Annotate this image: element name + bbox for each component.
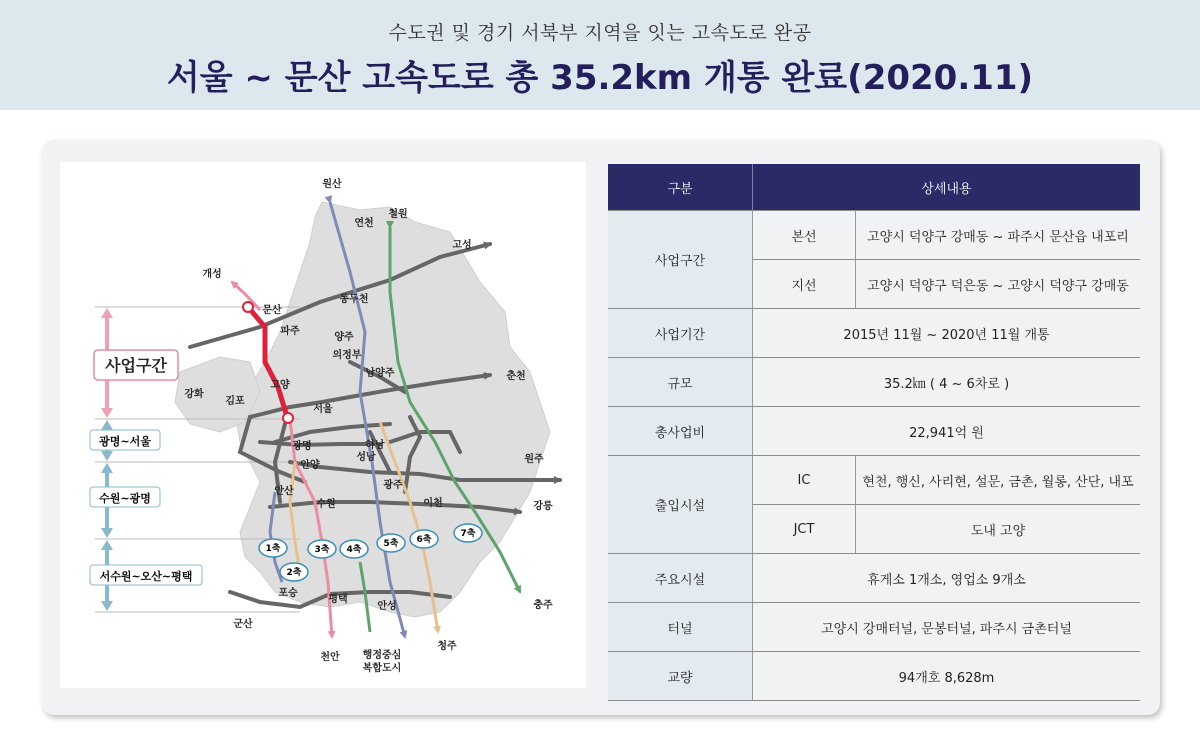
table-row	[608, 407, 1140, 456]
city-gaeseong: 개성	[202, 269, 222, 280]
city-cheongju: 청주	[437, 641, 457, 652]
table-row	[608, 211, 1140, 260]
row-sublabel-ic: IC	[753, 456, 856, 505]
row-label-cost: 총사업비	[608, 407, 753, 456]
goyang-endpoint	[283, 413, 293, 423]
city-gunsan: 군산	[233, 619, 253, 630]
row-value-tunnel: 고양시 강매터널, 문봉터널, 파주시 금촌터널	[753, 603, 1141, 652]
city-ganghwa: 강화	[184, 389, 204, 400]
axis-label-3: 3축	[314, 545, 330, 555]
city-uijeongbu: 의정부	[332, 350, 362, 361]
axis-label-6: 6축	[416, 535, 432, 545]
row-sublabel-main: 본선	[753, 211, 856, 260]
row-label-facilities: 주요시설	[608, 554, 753, 603]
legend-project-section: 사업구간	[105, 356, 167, 375]
row-value-scale: 35.2㎞ ( 4 ~ 6차로 )	[753, 358, 1141, 407]
city-goyang: 고양	[270, 380, 290, 391]
city-dongducheon: 동두천	[339, 294, 369, 305]
axis-label-5: 5축	[383, 539, 399, 549]
row-value-ic: 현천, 행신, 사리현, 설문, 금촌, 월롱, 산단, 내포	[856, 456, 1141, 505]
city-yangju: 양주	[334, 332, 354, 343]
row-value-bridge: 94개호 8,628m	[753, 652, 1141, 701]
city-hanam: 하남	[365, 440, 385, 451]
row-value-main: 고양시 덕양구 강매동 ~ 파주시 문산읍 내포리	[856, 211, 1141, 260]
city-gwangju: 광주	[383, 480, 403, 491]
row-sublabel-jct: JCT	[753, 505, 856, 554]
map-svg	[60, 162, 586, 688]
city-gimpo: 김포	[225, 396, 245, 407]
row-value-facilities: 휴게소 1개소, 영업소 9개소	[753, 554, 1141, 603]
city-wonsan: 원산	[322, 179, 342, 190]
row-value-period: 2015년 11월 ~ 2020년 11월 개통	[753, 309, 1141, 358]
city-gangneung: 강릉	[533, 501, 553, 512]
city-pyeongtaek: 평택	[328, 594, 348, 605]
city-gwangmyeong: 광명	[292, 441, 312, 452]
row-value-cost: 22,941억 원	[753, 407, 1141, 456]
city-icheon: 이천	[423, 498, 443, 509]
city-suwon: 수원	[316, 499, 336, 510]
axis-label-2: 2축	[286, 568, 302, 578]
table-row	[608, 309, 1140, 358]
legend-suwon-gwangmyeong: 수원~광명	[99, 492, 151, 505]
city-wonju: 원주	[524, 454, 544, 465]
city-namyangju: 남양주	[365, 368, 395, 379]
table-row	[608, 456, 1140, 505]
row-value-jct: 도내 고양	[856, 505, 1141, 554]
table-header-row	[608, 164, 1140, 211]
row-label-period: 사업기간	[608, 309, 753, 358]
city-anyang: 안양	[300, 460, 320, 471]
table-row	[608, 358, 1140, 407]
header-banner	[0, 0, 1200, 110]
city-sejong-line1: 행정중심	[362, 650, 402, 661]
axis-label-1: 1축	[265, 544, 281, 554]
row-label-access: 출입시설	[608, 456, 753, 554]
table-row	[608, 554, 1140, 603]
page-title: 서울 ~ 문산 고속도로 총 35.2km 개통 완료(2020.11)	[166, 58, 1034, 98]
city-poseung: 포승	[278, 588, 298, 599]
header-details: 상세내용	[753, 164, 1141, 211]
row-sublabel-branch: 지선	[753, 260, 856, 309]
legend-seosuwon-osan-pyeongtaek: 서수원~오산~평택	[99, 570, 193, 583]
axis-label-7: 7축	[460, 529, 476, 539]
city-sejong-line2: 복합도시	[362, 663, 402, 674]
city-chuncheon: 춘천	[506, 371, 526, 382]
route-map	[60, 162, 586, 688]
city-goseong: 고성	[452, 240, 472, 251]
city-chungju: 충주	[533, 600, 553, 611]
row-label-scale: 규모	[608, 358, 753, 407]
city-cheorwon: 철원	[388, 209, 408, 220]
city-ansan: 안산	[274, 486, 294, 497]
page-subtitle: 수도권 및 경기 서북부 지역을 잇는 고속도로 완공	[388, 22, 812, 44]
row-label-tunnel: 터널	[608, 603, 753, 652]
city-yeoncheon: 연천	[354, 218, 374, 229]
city-anseong: 안성	[377, 601, 397, 612]
table-row	[608, 652, 1140, 701]
city-paju: 파주	[280, 326, 300, 337]
row-label-bridge: 교량	[608, 652, 753, 701]
city-cheonan: 천안	[320, 652, 340, 663]
header-category: 구분	[608, 164, 753, 211]
munsan-endpoint	[243, 302, 253, 312]
row-label-section: 사업구간	[608, 211, 753, 309]
project-info-table	[608, 164, 1140, 701]
row-value-branch: 고양시 덕양구 덕은동 ~ 고양시 덕양구 강매동	[856, 260, 1141, 309]
axis-label-4: 4축	[346, 545, 362, 555]
table-row	[608, 603, 1140, 652]
city-munsan: 문산	[262, 305, 282, 316]
legend-gwangmyeong-seoul: 광명~서울	[99, 435, 151, 448]
city-seongnam: 성남	[356, 452, 376, 463]
city-seoul: 서울	[313, 404, 333, 415]
